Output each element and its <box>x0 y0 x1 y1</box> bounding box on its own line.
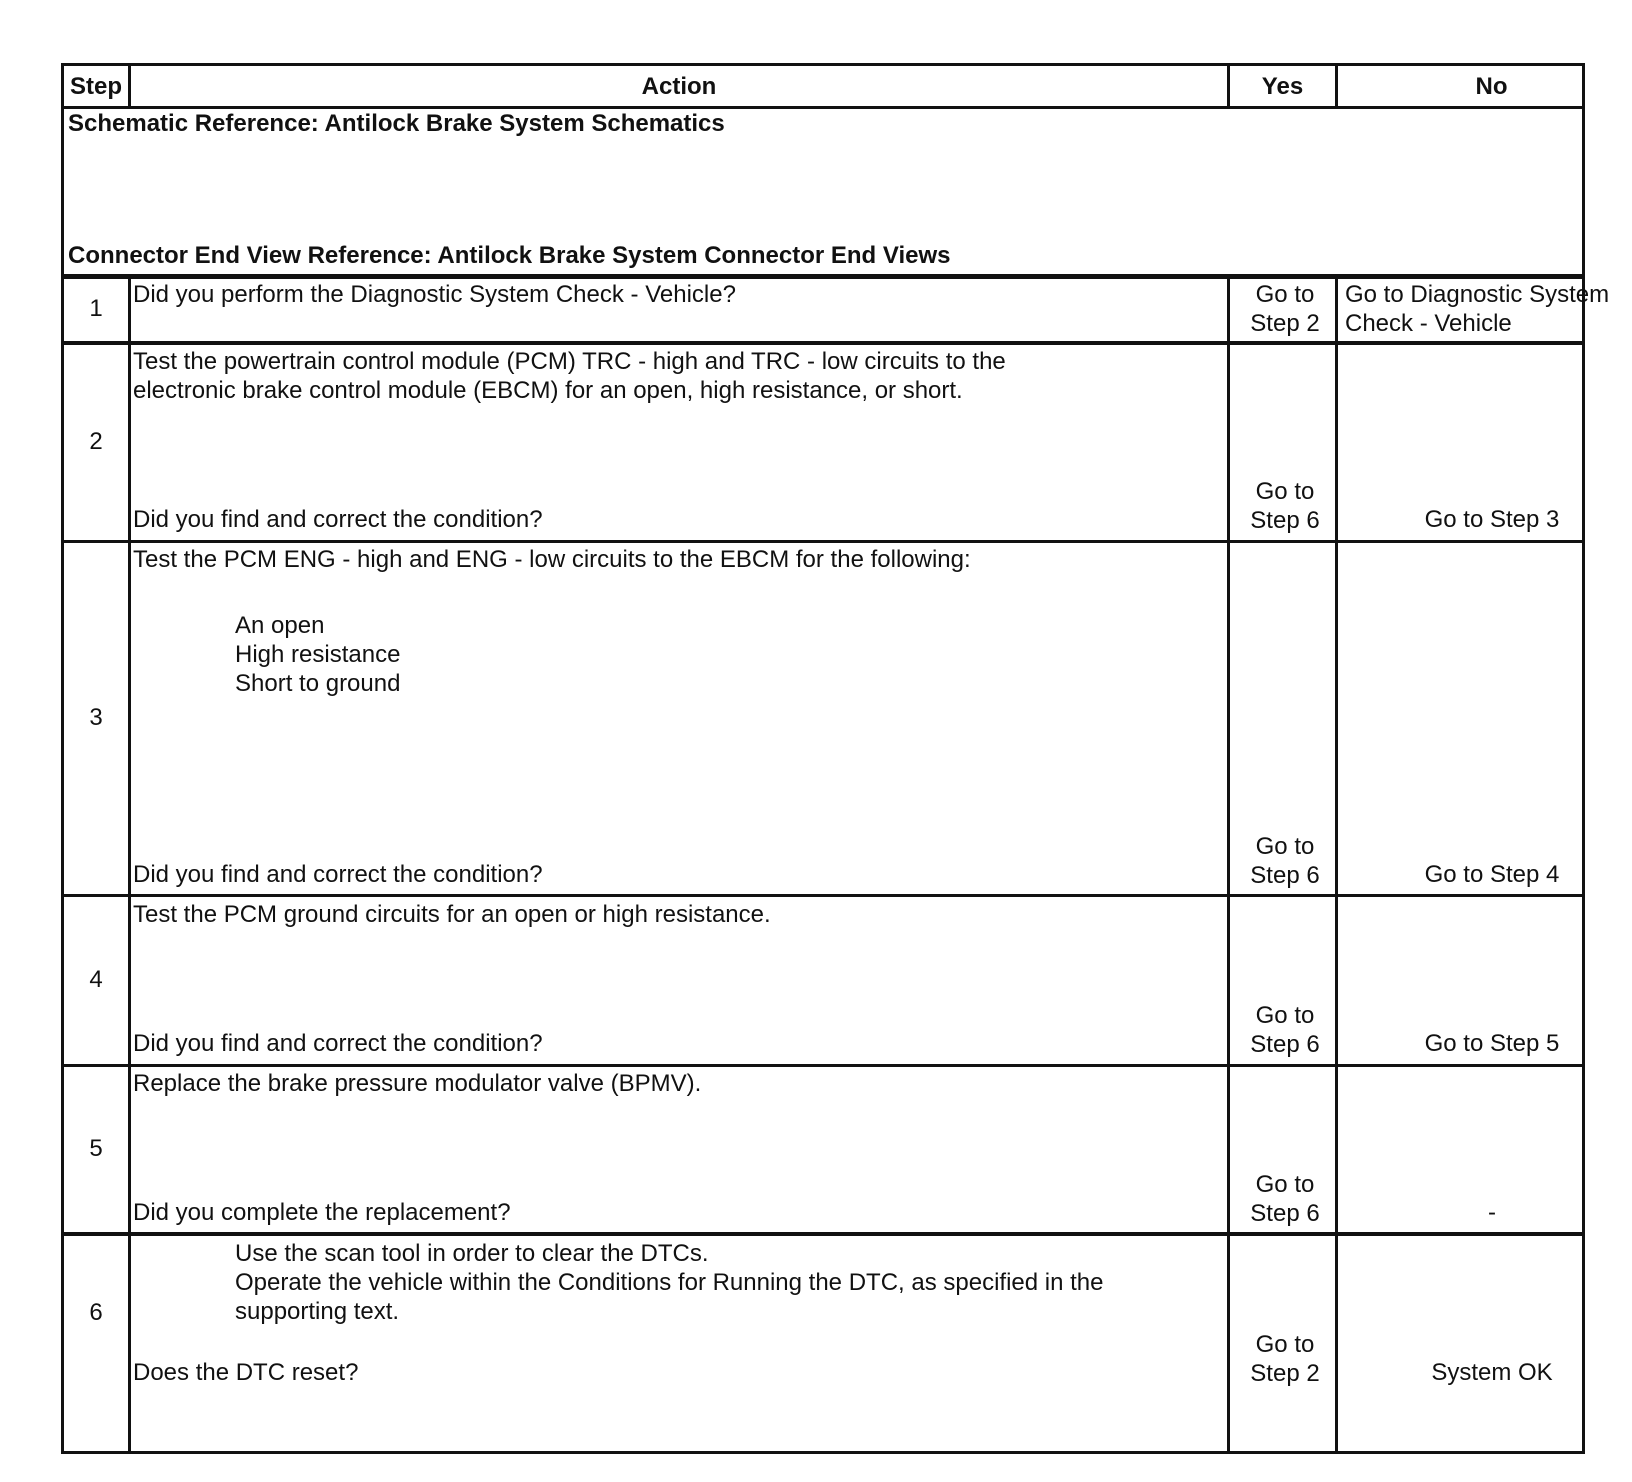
yes-line: Step 6 <box>1250 862 1320 889</box>
row-divider <box>64 341 1582 345</box>
col-divider <box>1227 274 1230 1451</box>
yes-cell <box>1232 477 1338 535</box>
connector-reference: Connector End View Reference: Antilock Brake System Connector End Views <box>68 242 951 269</box>
yes-line: Go to <box>1255 1331 1315 1358</box>
step-action <box>133 347 1223 405</box>
list-item: Short to ground <box>235 670 401 697</box>
reference-divider <box>64 274 1582 279</box>
list-item: Operate the vehicle within the Conditions for Running the DTC, as specified in the <box>235 1269 1104 1296</box>
yes-cell <box>1232 1330 1338 1388</box>
action-line: Test the powertrain control module (PCM) TRC - high and TRC - low circuits to the <box>133 348 1006 375</box>
header-action: Action <box>641 73 717 100</box>
step-number: 4 <box>89 966 103 993</box>
yes-line: Go to <box>1255 478 1315 505</box>
yes-line: Step 2 <box>1250 1360 1320 1387</box>
yes-line: Step 2 <box>1250 310 1320 337</box>
condition-list <box>133 611 1223 698</box>
row-divider <box>64 540 1582 543</box>
step-question: Did you complete the replacement? <box>133 1199 511 1226</box>
no-cell: System OK <box>1431 1359 1553 1386</box>
step-question: Does the DTC reset? <box>133 1359 359 1386</box>
yes-line: Step 6 <box>1250 1031 1320 1058</box>
list-item: High resistance <box>235 641 401 668</box>
yes-cell <box>1232 1170 1338 1228</box>
step-action: Replace the brake pressure modulator valve (BPMV). <box>133 1070 702 1097</box>
yes-line: Step 6 <box>1250 1200 1320 1227</box>
yes-line: Go to <box>1255 833 1315 860</box>
step-number: 6 <box>89 1299 103 1326</box>
step-question: Did you find and correct the condition? <box>133 1030 543 1057</box>
row-divider <box>64 1064 1582 1067</box>
col-divider <box>128 274 131 1451</box>
action-line: electronic brake control module (EBCM) for an open, high resistance, or short. <box>133 377 963 404</box>
no-cell: Go to Step 3 <box>1424 506 1560 533</box>
list-item: Use the scan tool in order to clear the DTCs. <box>235 1240 709 1267</box>
step-question: Did you find and correct the condition? <box>133 861 543 888</box>
row-divider <box>64 1232 1582 1236</box>
step-number: 3 <box>89 704 103 731</box>
diagnostic-table <box>61 63 1610 1454</box>
step-question: Did you find and correct the condition? <box>133 506 543 533</box>
yes-line: Go to <box>1255 281 1315 308</box>
step-action <box>133 1239 1223 1326</box>
yes-line: Step 6 <box>1250 507 1320 534</box>
yes-line: Go to <box>1255 1002 1315 1029</box>
step-number: 5 <box>89 1135 103 1162</box>
list-item: supporting text. <box>235 1298 400 1325</box>
schematic-reference: Schematic Reference: Antilock Brake System Schematics <box>68 110 725 137</box>
no-cell: - <box>1488 1199 1496 1226</box>
no-line: Go to Diagnostic System <box>1345 281 1610 308</box>
step-number: 1 <box>89 295 103 322</box>
step-action: Test the PCM ENG - high and ENG - low circuits to the EBCM for the following: <box>133 546 971 573</box>
no-cell <box>1340 280 1632 338</box>
step-action: Did you perform the Diagnostic System Check - Vehicle? <box>133 281 736 308</box>
header-step: Step <box>69 73 122 100</box>
step-number: 2 <box>89 428 103 455</box>
yes-cell <box>1232 832 1338 890</box>
row-divider <box>64 894 1582 897</box>
yes-cell <box>1232 1001 1338 1059</box>
yes-cell <box>1232 280 1338 338</box>
yes-line: Go to <box>1255 1171 1315 1198</box>
no-line: Check - Vehicle <box>1345 310 1512 337</box>
no-cell: Go to Step 5 <box>1424 1030 1560 1057</box>
header-yes: Yes <box>1261 73 1304 100</box>
step-action: Test the PCM ground circuits for an open or high resistance. <box>133 901 771 928</box>
list-item: An open <box>235 612 325 639</box>
header-no: No <box>1475 73 1508 100</box>
no-cell: Go to Step 4 <box>1424 861 1560 888</box>
